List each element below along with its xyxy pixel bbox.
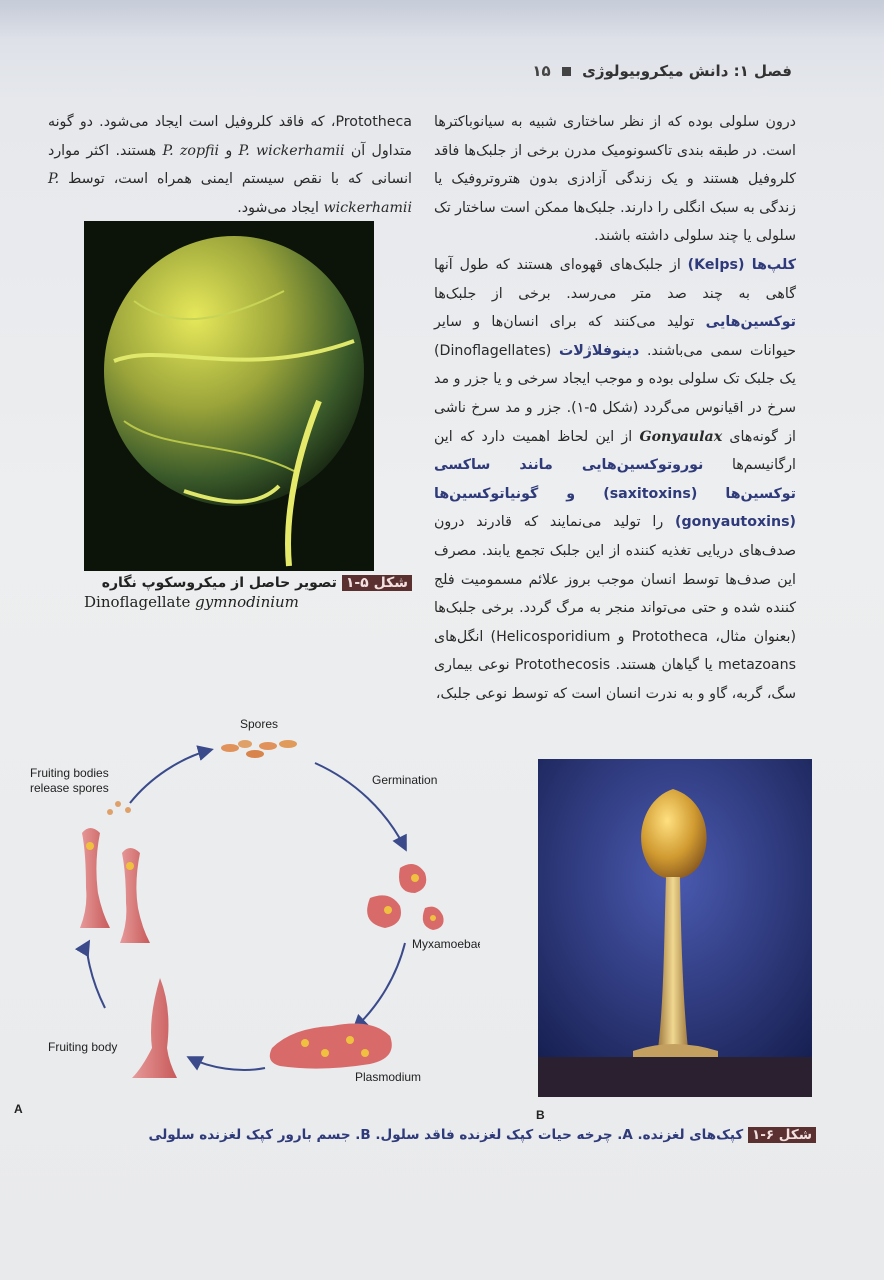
text-span: Prototheca، که فاقد کلروفیل است ایجاد می‌شود. دو گونه متداول آن xyxy=(48,114,412,159)
term-dinoflagellates: دینوفلاژلات xyxy=(558,342,640,359)
label-release-line1: Fruiting bodies xyxy=(30,766,109,780)
text-span: و xyxy=(219,142,239,159)
right-text-column xyxy=(434,108,796,708)
figure-letter-a: A xyxy=(14,1102,23,1116)
caption-text: تصویر حاصل از میکروسکوپ نگاره xyxy=(101,575,337,591)
species-genus: Dinoflagellate xyxy=(84,593,191,611)
arrow-plasmodium-to-fruiting xyxy=(190,1058,265,1070)
page-top-shadow xyxy=(0,0,884,40)
label-plasmodium: Plasmodium xyxy=(355,1070,422,1084)
figure-tag: شکل ۵-۱ xyxy=(342,575,412,591)
figure-2-caption xyxy=(149,1127,816,1143)
species-name: P. wickerhamii xyxy=(48,171,412,216)
species-name: P. zopfii xyxy=(162,142,220,159)
arrow-fruiting-to-bodies xyxy=(87,943,105,1008)
label-germination: Germination xyxy=(372,773,438,787)
figure-tag: شکل ۶-۱ xyxy=(748,1127,816,1143)
prototheca-paragraph xyxy=(48,108,412,222)
text-span: ایجاد می‌شود. xyxy=(237,199,324,216)
label-myxamoebae: Myxamoebae xyxy=(412,937,480,951)
left-text-column xyxy=(48,108,412,222)
term-toxins: توکسین‌هایی xyxy=(705,314,796,331)
arrow-myxamoebae-to-plasmodium xyxy=(355,943,405,1028)
label-fruiting-body: Fruiting body xyxy=(48,1040,118,1054)
chapter-title: فصل ۱: دانش میکروبیولوژی xyxy=(582,62,792,80)
term-neurotoxins: نوروتوکسین‌هایی مانند ساکسی توکسین‌ها (saxitoxins) و گونیاتوکسین‌ها (gonyautoxins) xyxy=(434,457,797,531)
label-release-line2: release spores xyxy=(30,781,109,795)
figure-letter-b: B xyxy=(536,1108,545,1122)
text-span: هستند. اکثر موارد انسانی که با نقص سیستم ایمنی همراه است، توسط xyxy=(48,142,412,188)
term-kelps: کلپ‌ها (Kelps) xyxy=(687,256,796,273)
fruiting-bodies-release-icon xyxy=(80,801,150,943)
text-span: از جلبک‌های قهوه‌ای هستند که طول آنها گاهی به چند صد متر می‌رسد. برخی از جلبک‌ها xyxy=(434,256,796,302)
fruiting-body-icon xyxy=(132,978,177,1078)
arrow-release-to-spores xyxy=(130,750,210,803)
paragraph-2 xyxy=(434,251,796,709)
term-gonyaulax: Gonyaulax xyxy=(639,428,723,445)
species-epithet: gymnodinium xyxy=(195,593,299,611)
spores-icon xyxy=(221,740,297,758)
plasmodium-icon xyxy=(270,1024,392,1069)
species-name: P. wickerhamii xyxy=(238,142,345,159)
page-number: ۱۵ xyxy=(532,62,551,80)
photo-cellular-slime-mold-fruiting-body xyxy=(538,759,812,1097)
slime-mold-life-cycle-diagram xyxy=(10,708,480,1118)
text-span: (Dinoflagellates) یک جلبک تک سلولی بوده و موجب ایجاد سرخی و یا جزر و مد سرخ در اقیانوس می‌گردد (شکل ۵-۱). جزر و مد سرخ ناشی از گونه‌های xyxy=(434,342,796,445)
header-separator xyxy=(562,67,571,76)
caption-text: کپک‌های لغزنده. A. چرخه حیات کپک لغزنده فاقد سلول. B. جسم بارور کپک لغزنده سلولی xyxy=(148,1127,744,1143)
text-span: از این لحاظ اهمیت دارد که این ارگانیسم‌ها xyxy=(434,428,796,474)
text-span: تولید می‌کنند که برای انسان‌ها و سایر حیوانات سمی می‌باشند. xyxy=(434,314,797,359)
paragraph-1: درون سلولی بوده که از نظر ساختاری شبیه به سیانوباکترها است. در طبقه بندی تاکسونومیک مدرن برخی از جلبک‌ها فاقد کلروفیل هستند و یک زندگی آزادزی بدون هتروتروفیک یا زندگی به سبک انگلی را دارند. جلبک‌ها ممکن است ساختار تک سلولی یا چند سلولی داشته باشند. xyxy=(434,114,796,245)
text-span: را تولید می‌نمایند که قادرند درون صدف‌های دریایی تغذیه کننده از این جلبک تجمع یابند. مصرف این صدف‌ها توسط انسان موجب بروز علائم مسمومیت فلج کننده شده و حتی می‌تواند منجر به مرگ گردد. برخی جلبک‌ها (بعنوان مثال، Prototheca و Helicosporidium) انگل‌های metazoans یا گیاهان هستند. Protothecosis نوعی بیماری سگ، گربه، گاو و به ندرت انسان است که توسط نوعی جلبک، xyxy=(434,514,796,702)
figure-1-caption xyxy=(84,575,412,611)
page-header xyxy=(532,62,792,80)
myxamoebae-icon xyxy=(367,864,443,930)
micrograph-dinoflagellate xyxy=(84,221,374,571)
label-spores: Spores xyxy=(240,717,279,731)
